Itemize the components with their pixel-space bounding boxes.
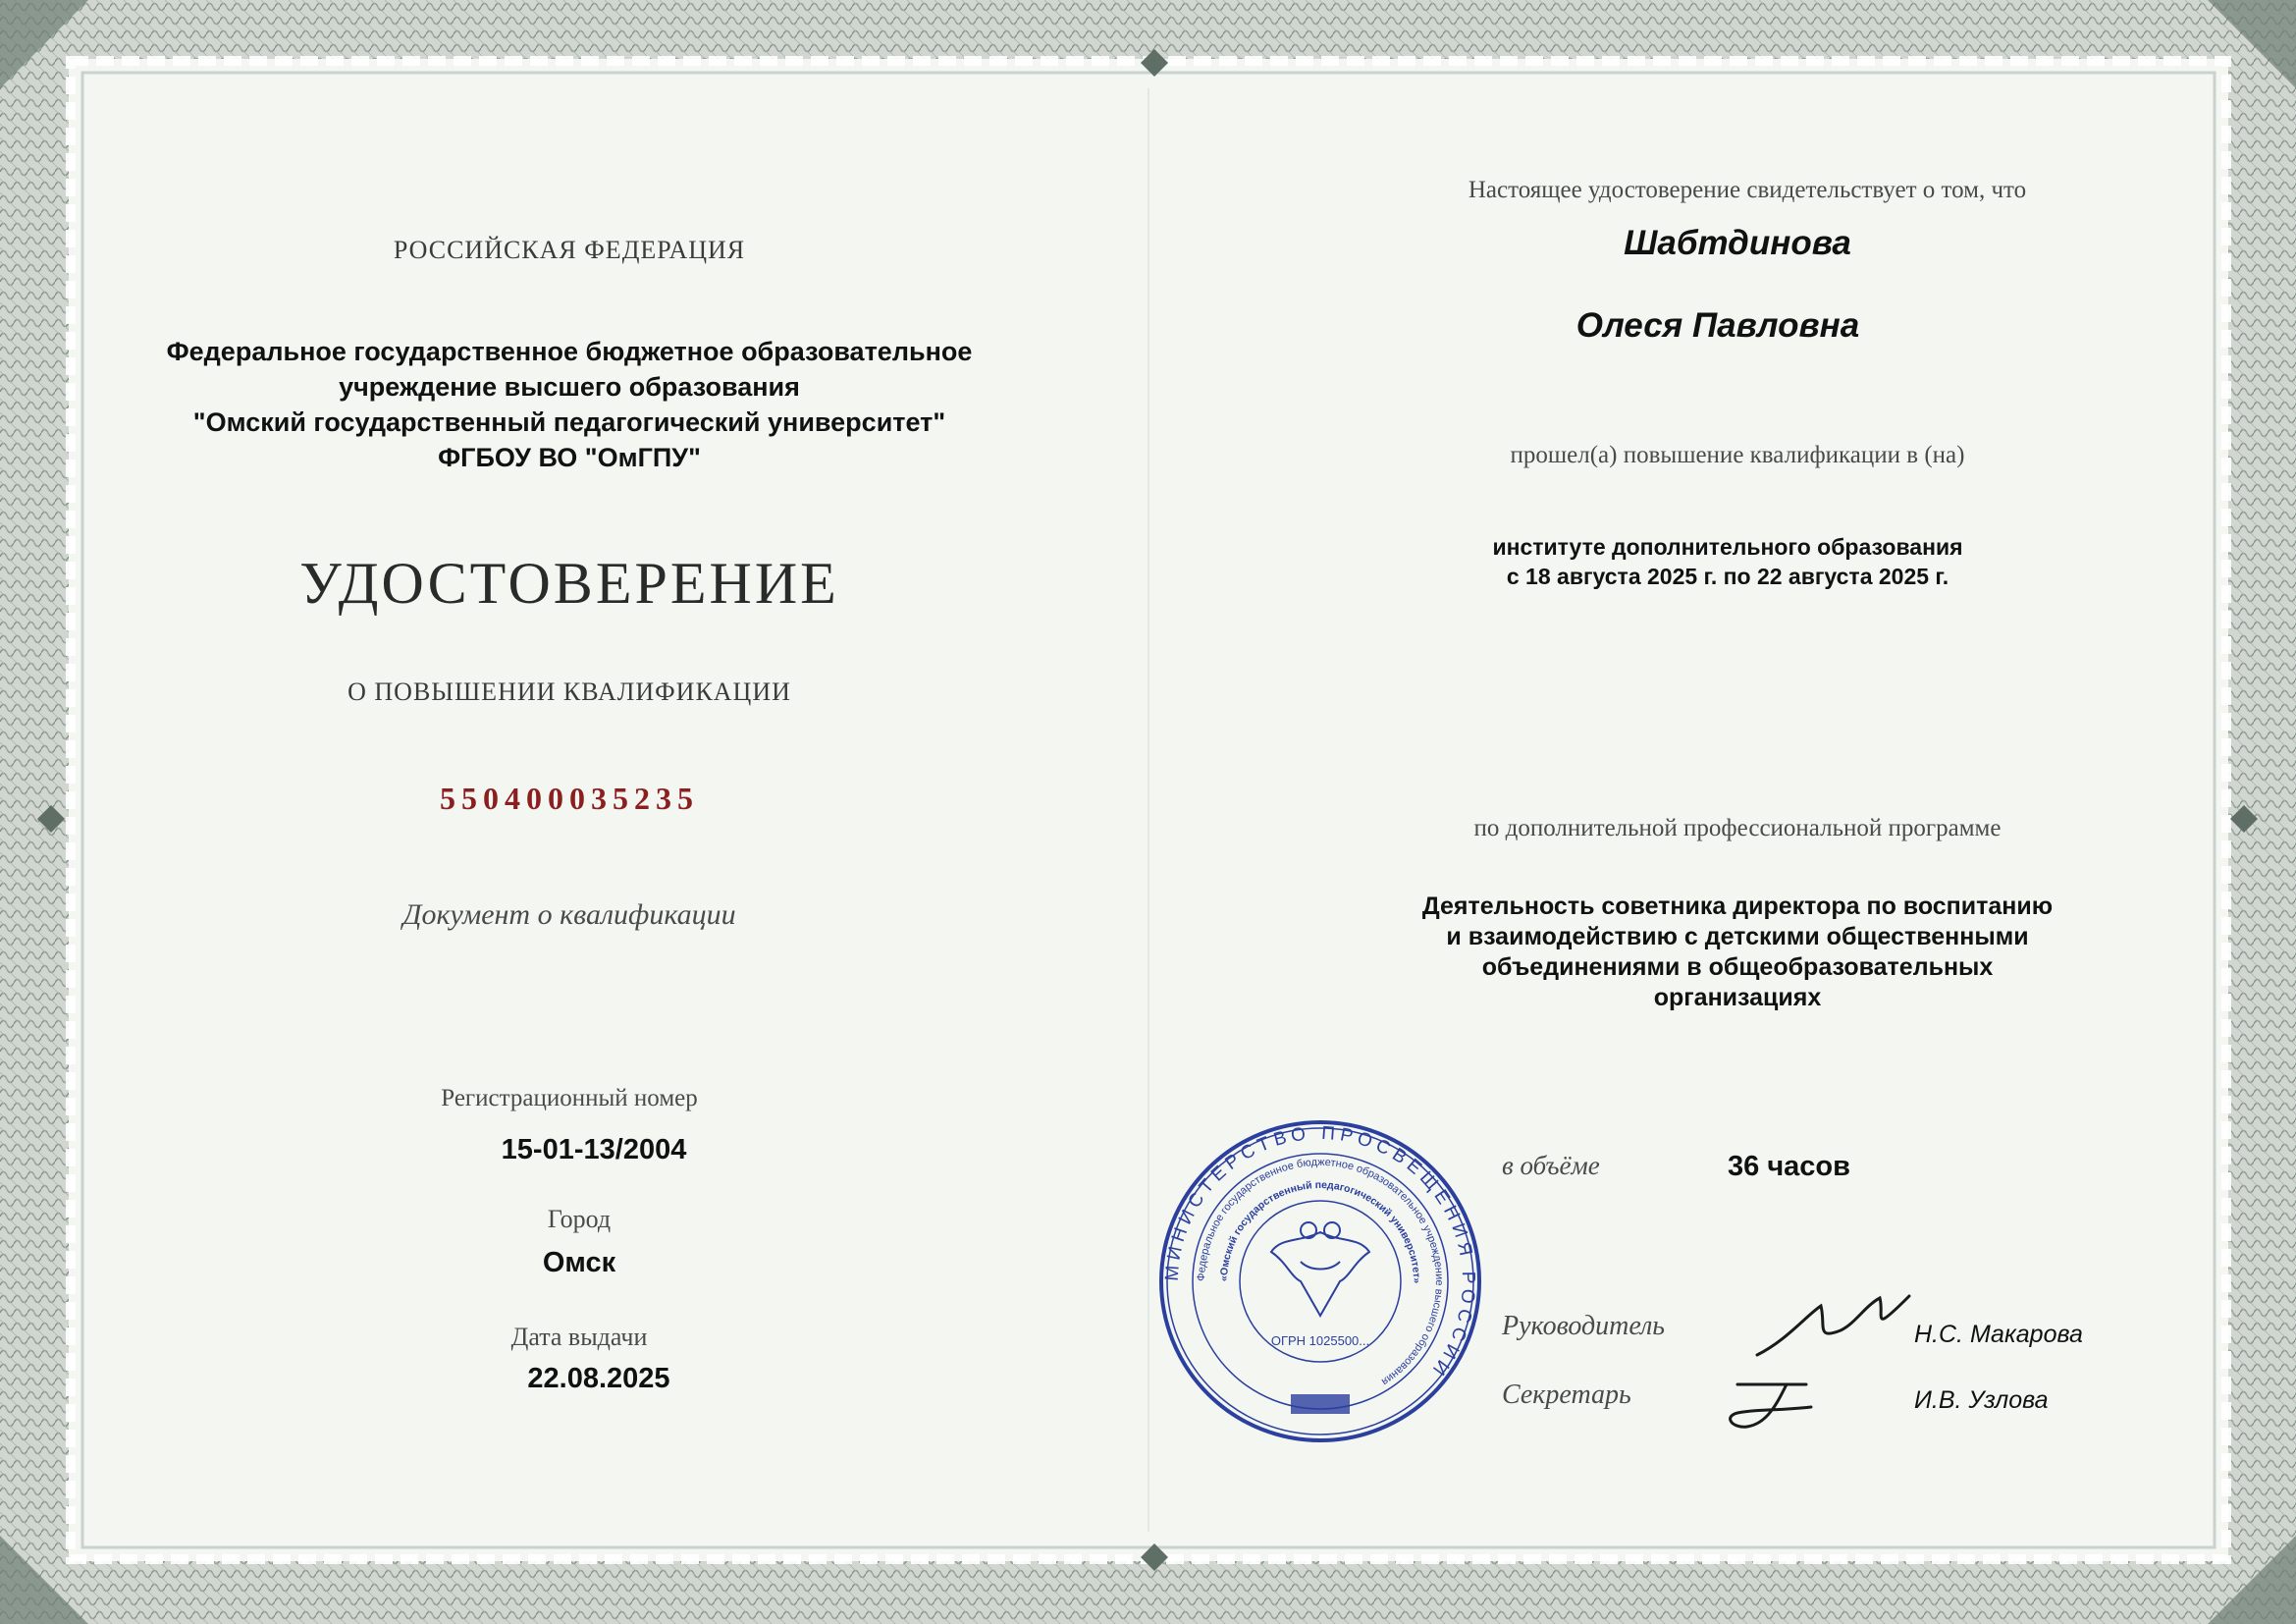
head-label: Руководитель — [1502, 1311, 1666, 1341]
city-label: Город — [547, 1205, 612, 1233]
org-line: "Омский государственный педагогический университет" — [192, 407, 946, 437]
issue-date-label: Дата выдачи — [510, 1323, 648, 1351]
eagle-emblem-icon — [1271, 1222, 1369, 1316]
svg-text:Федеральное государственное бю — [1196, 1157, 1445, 1387]
document-number: 550400035235 — [440, 781, 699, 816]
secretary-name: И.В. Узлова — [1914, 1386, 2049, 1414]
head-name: Н.С. Макарова — [1914, 1321, 2083, 1348]
city-value: Омск — [542, 1247, 616, 1278]
official-seal — [1153, 1114, 1487, 1448]
head-signature — [1747, 1286, 1914, 1365]
organization-name — [118, 334, 1021, 475]
secretary-signature — [1718, 1370, 1826, 1438]
program-line: и взаимодействию с детскими общественными — [1446, 923, 2029, 950]
dates-line: с 18 августа 2025 г. по 22 августа 2025 г. — [1506, 564, 1949, 589]
org-line: Федеральное государственное бюджетное образовательное — [166, 337, 973, 366]
document-subtitle: О ПОВЫШЕНИИ КВАЛИФИКАЦИИ — [347, 677, 791, 706]
volume-value: 36 часов — [1728, 1151, 1850, 1182]
seal-ogrn: ОГРН 1025500... — [1270, 1333, 1370, 1348]
registration-number-value: 15-01-13/2004 — [501, 1134, 687, 1165]
program-title — [1315, 892, 2160, 1013]
program-line: Деятельность советника директора по воспитанию — [1421, 893, 2054, 920]
institute-and-dates — [1355, 532, 2101, 591]
program-label: по дополнительной профессиональной программе — [1473, 815, 2002, 841]
country-label: РОССИЙСКАЯ ФЕДЕРАЦИЯ — [393, 236, 746, 264]
program-line: объединениями в общеобразовательных — [1481, 953, 1994, 981]
seal-inner-text: «Омский государственный педагогический университет» — [1217, 1178, 1423, 1284]
holder-given-names: Олеся Павловна — [1575, 306, 1860, 345]
document-type: Документ о квалификации — [402, 898, 736, 931]
institute-line: институте дополнительного образования — [1492, 534, 1963, 560]
volume-label: в объёме — [1502, 1151, 1600, 1180]
secretary-label: Секретарь — [1502, 1380, 1631, 1410]
training-completed-text: прошел(а) повышение квалификации в (на) — [1510, 442, 1965, 468]
intro-text: Настоящее удостоверение свидетельствует о том, что — [1468, 177, 2027, 203]
program-line: организациях — [1653, 984, 1822, 1011]
registration-number-label: Регистрационный номер — [441, 1085, 698, 1111]
seal-outer-text: МИНИСТЕРСТВО ПРОСВЕЩЕНИЯ РОССИИ — [1161, 1122, 1479, 1383]
seal-middle-text: Федеральное государственное бюджетное образовательное учреждение высшего образования — [1195, 1156, 1446, 1388]
org-line: учреждение высшего образования — [339, 372, 800, 402]
org-line: ФГБОУ ВО "ОмГПУ" — [438, 443, 701, 472]
issue-date-value: 22.08.2025 — [527, 1363, 670, 1394]
document-title: УДОСТОВЕРЕНИЕ — [299, 551, 839, 616]
holder-surname: Шабтдинова — [1624, 224, 1851, 262]
